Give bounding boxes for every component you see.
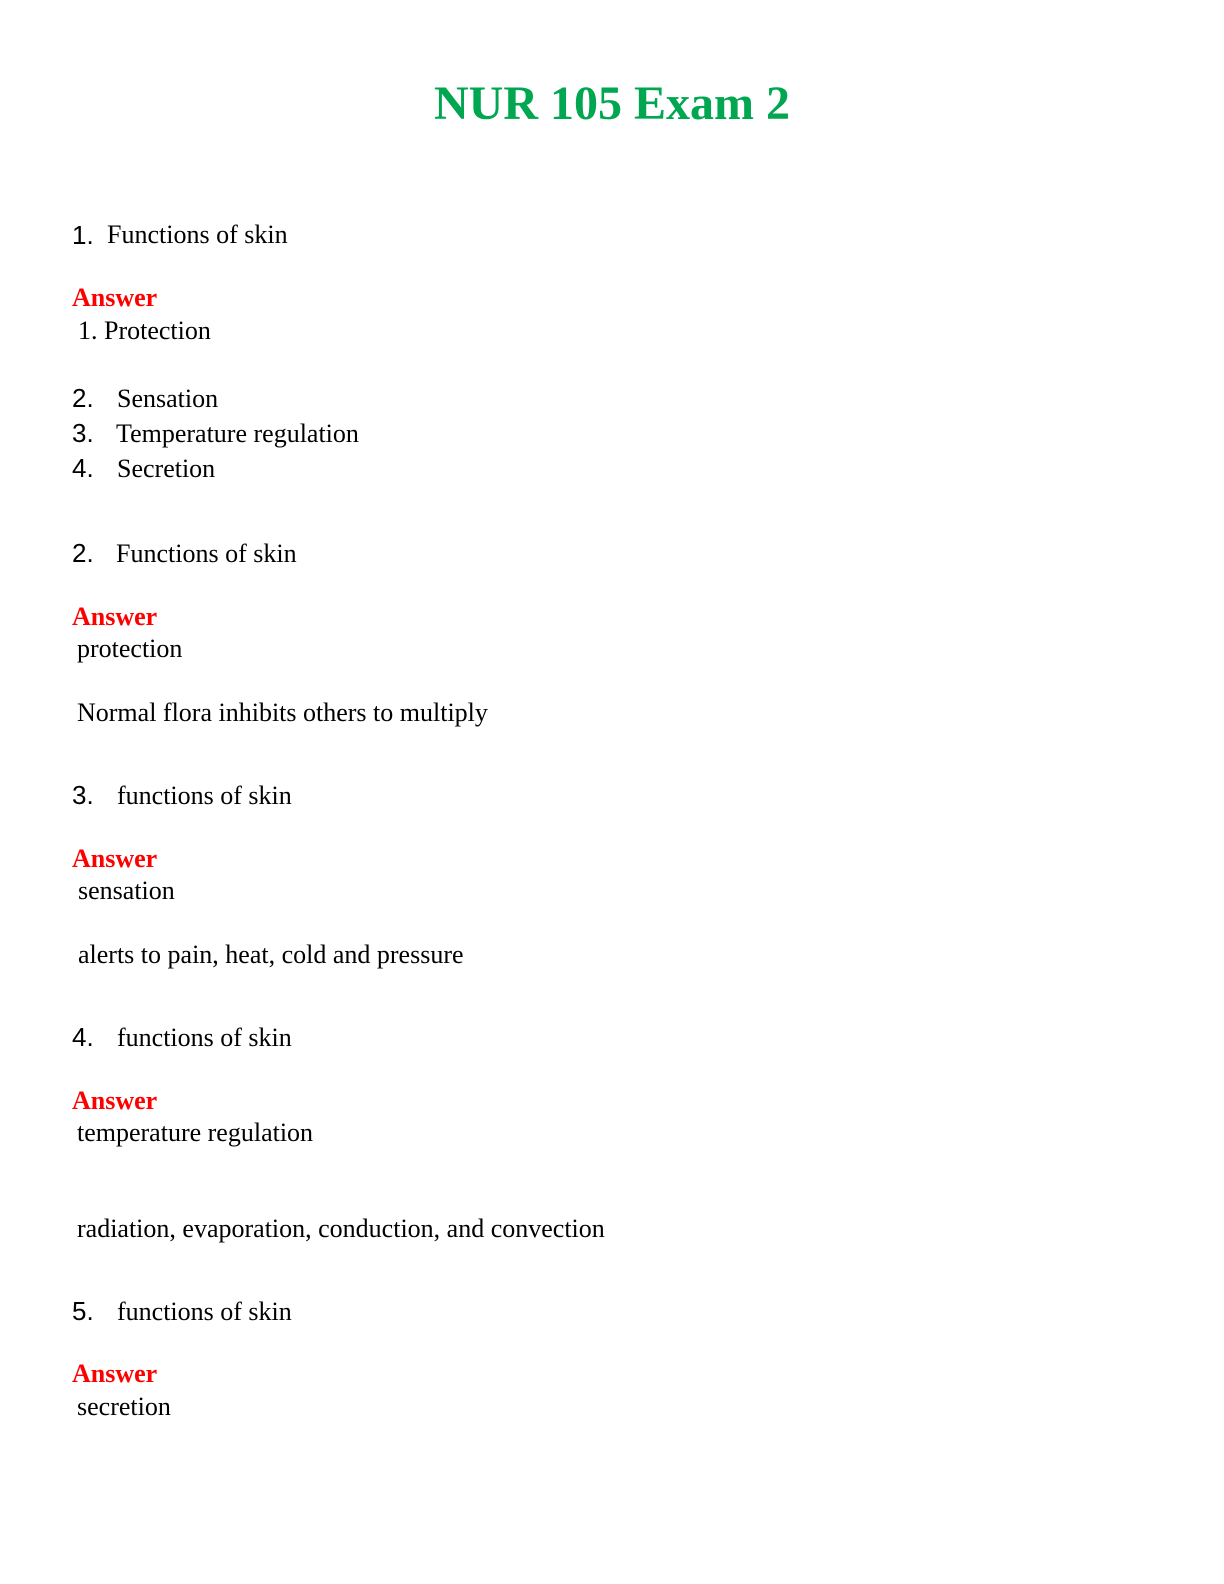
answer-label: Answer	[72, 844, 158, 873]
answer-text: sensation	[78, 876, 175, 905]
document-title: NUR 105 Exam 2	[434, 77, 790, 130]
question-number: 5.	[72, 1296, 94, 1326]
answer-label: Answer	[72, 602, 158, 631]
answer-text: protection	[77, 634, 183, 663]
answer-label: Answer	[72, 1359, 158, 1388]
answer-label: Answer	[72, 283, 158, 312]
answer-label: Answer	[72, 1086, 158, 1115]
answer-text: 1. Protection	[78, 316, 211, 345]
answer-list-number: 2.	[72, 383, 94, 413]
answer-text: temperature regulation	[77, 1118, 314, 1147]
answer-list-item: Temperature regulation	[116, 419, 359, 448]
answer-list-item: Sensation	[117, 384, 219, 413]
question-number: 4.	[72, 1022, 94, 1052]
question-prompt: Functions of skin	[107, 220, 288, 249]
question-prompt: functions of skin	[117, 1297, 292, 1326]
answer-detail: alerts to pain, heat, cold and pressure	[78, 940, 464, 969]
question-number: 2.	[72, 538, 94, 568]
answer-list-item: Secretion	[117, 454, 216, 483]
question-number: 3.	[72, 780, 94, 810]
question-prompt: functions of skin	[117, 781, 292, 810]
question-prompt: functions of skin	[117, 1023, 292, 1052]
answer-detail: radiation, evaporation, conduction, and convection	[77, 1214, 605, 1243]
answer-list-number: 4.	[72, 453, 94, 483]
question-number: 1.	[72, 220, 94, 250]
question-prompt: Functions of skin	[116, 539, 297, 568]
answer-list-number: 3.	[72, 418, 94, 448]
answer-text: secretion	[77, 1392, 171, 1421]
answer-detail: Normal flora inhibits others to multiply	[77, 698, 488, 727]
